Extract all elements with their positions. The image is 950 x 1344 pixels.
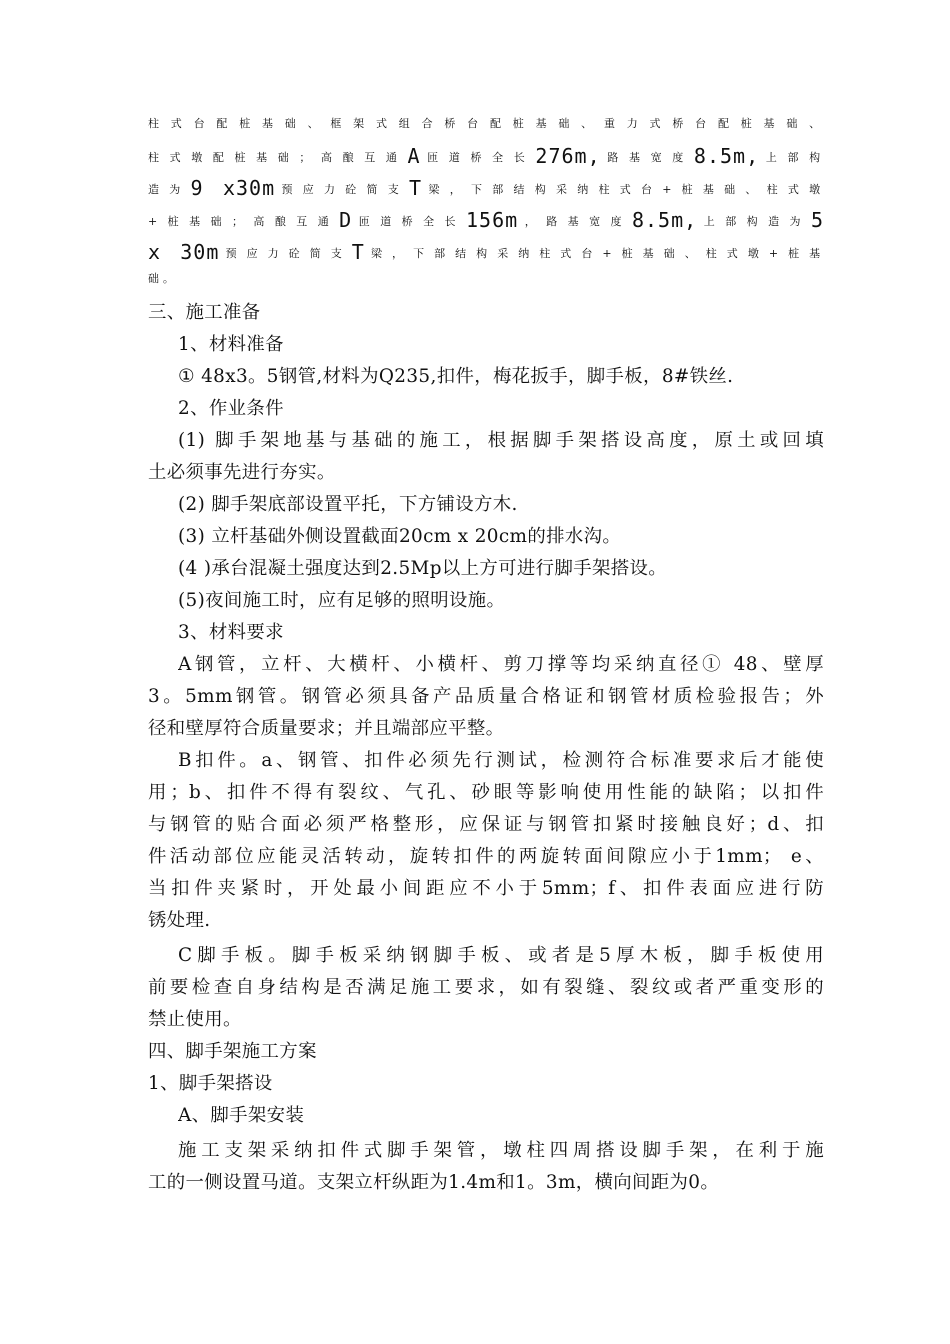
body-line: ① 48x3。5钢管,材料为Q235,扣件，梅花扳手，脚手板，8#铁丝.: [178, 366, 734, 387]
body-line: (3) 立杆基础外侧设置截面20cm x 20cm的排水沟。: [178, 526, 622, 547]
subsection-heading: A、脚手架安装: [178, 1105, 305, 1126]
body-line: 件活动部位应能灵活转动，旋转扣件的两旋转面间隙应小于1mm； e、: [148, 846, 824, 867]
ramp-label: A: [407, 144, 421, 168]
body-line: 径和壁厚符合质量要求；并且端部应平整。: [148, 718, 505, 739]
intro-text: 上部构造为: [697, 215, 811, 228]
body-line: 3。5mm钢管。钢管必须具备产品质量合格证和钢管材质检验报告；外: [148, 686, 824, 707]
body-line: 当扣件夹紧时，开处最小间距应不小于5mm；f、扣件表面应进行防: [148, 878, 824, 899]
roadbed-width: 8.5m,: [693, 144, 760, 168]
intro-text: 柱式台配桩基础、框架式组合桥台配桩基础、重力式桥台配桩基础、: [148, 117, 824, 130]
body-line: (4 )承台混凝土强度达到2.5Mp以上方可进行脚手架搭设。: [178, 558, 667, 579]
body-line: B扣件。a、钢管、扣件必须先行测试，检测符合标准要求后才能使: [178, 750, 824, 771]
intro-line-5: [148, 236, 824, 268]
section-heading: 四、脚手架施工方案: [148, 1041, 317, 1062]
subsection-heading: 3、材料要求: [178, 622, 284, 643]
intro-text: 匝道桥全长: [420, 151, 536, 164]
intro-text: 预应力砼简支: [275, 183, 410, 196]
intro-text: 造为: [148, 183, 191, 196]
intro-text: 梁，下部结构采纳柱式台+桩基础、柱式墩: [422, 183, 824, 196]
beam-type: T: [409, 176, 423, 200]
span-count: 5: [810, 208, 824, 232]
intro-text: 础。: [148, 272, 178, 285]
body-line: 前要检查自身结构是否满足施工要求，如有裂缝、裂纹或者严重变形的: [148, 977, 824, 998]
body-line: (1) 脚手架地基与基础的施工，根据脚手架搭设高度，原土或回填: [178, 430, 824, 451]
intro-text: 梁，下部结构采纳柱式台+桩基础、柱式墩+桩基: [364, 247, 824, 260]
body-line: C脚手板。脚手板采纳钢脚手板、或者是5厚木板，脚手板使用: [178, 945, 824, 966]
body-line: (2) 脚手架底部设置平托，下方铺设方木.: [178, 494, 518, 515]
intro-line-3: [148, 172, 824, 204]
span-spec: x 30m: [148, 240, 220, 264]
body-line: 锈处理.: [148, 910, 211, 931]
body-line: 禁止使用。: [148, 1009, 242, 1030]
subsection-heading: 1、材料准备: [178, 334, 284, 355]
body-line: 用；b、扣件不得有裂纹、气孔、砂眼等影响使用性能的缺陷；以扣件: [148, 782, 824, 803]
intro-line-6: [148, 266, 824, 292]
body-line: 土必须事先进行夯实。: [148, 462, 336, 483]
intro-text: 预应力砼简支: [219, 247, 352, 260]
subsection-heading: 2、作业条件: [178, 398, 284, 419]
intro-line-1: [148, 108, 824, 140]
body-line: 施工支架采纳扣件式脚手架管，墩柱四周搭设脚手架，在利于施: [178, 1140, 824, 1161]
bridge-length: 276m,: [535, 144, 601, 168]
intro-line-2: [148, 140, 824, 172]
intro-text: ，路基宽度: [518, 215, 632, 228]
section-heading: 三、施工准备: [148, 302, 261, 323]
intro-text: 匝道桥全长: [352, 215, 466, 228]
body-line: 与钢管的贴合面必须严格整形，应保证与钢管扣紧时接触良好；d、扣: [148, 814, 824, 835]
bridge-length: 156m: [466, 208, 519, 232]
body-line: 工的一侧设置马道。支架立杆纵距为1.4m和1。3m，横向间距为0。: [148, 1172, 720, 1193]
body-line: (5)夜间施工时，应有足够的照明设施。: [178, 590, 506, 611]
intro-text: 上部构: [759, 151, 824, 164]
ramp-label: D: [339, 208, 353, 232]
intro-text: 路基宽度: [600, 151, 694, 164]
beam-type: T: [351, 240, 365, 264]
intro-text: +桩基础；高酿互通: [148, 215, 340, 228]
span-spec: 9 x30m: [190, 176, 276, 200]
body-line: A钢管，立杆、大横杆、小横杆、剪刀撑等均采纳直径① 48、壁厚: [178, 654, 824, 675]
subsection-heading: 1、脚手架搭设: [148, 1073, 273, 1094]
intro-line-4: [148, 204, 824, 236]
intro-text: 柱式墩配桩基础；高酿互通: [148, 151, 408, 164]
roadbed-width: 8.5m,: [631, 208, 698, 232]
